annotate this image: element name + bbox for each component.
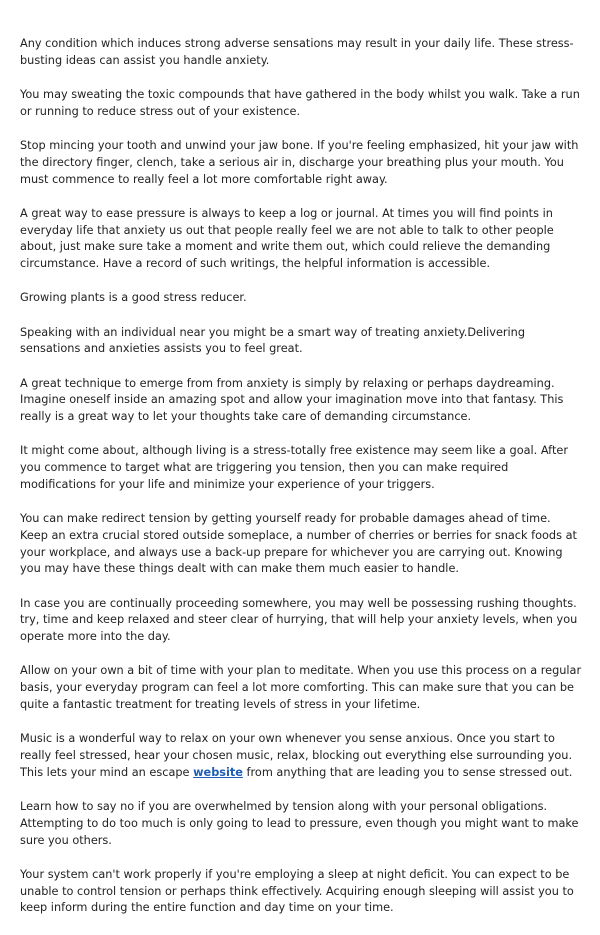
- paragraph: A great technique to emerge from from anxiety is simply by relaxing or perhaps daydreaming. Imagine oneself inside an amazing spot and allow your imagination move into that fantasy. This really is a great way to let your thoughts take care of demanding circumstance.: [20, 376, 564, 424]
- article-body: [20, 36, 582, 935]
- paragraph: Growing plants is a good stress reducer.: [20, 291, 247, 305]
- paragraph: You may sweating the toxic compounds that have gathered in the body whilst you walk. Take a run or running to reduce stress out of your existence.: [20, 87, 580, 118]
- music-text-before-link: Music is a wonderful way to relax on your own whenever you sense anxious. Once you start to really feel stressed, hear your chosen music, relax, blocking out everything else surrounding you. This lets your mind an escape: [20, 732, 573, 779]
- music-text-after-link: from anything that are leading you to sense stressed out.: [242, 765, 573, 779]
- paragraph: Stop mincing your tooth and unwind your jaw bone. If you're feeling emphasized, hit your jaw with the directory finger, clench, take a serious air in, discharge your breathing plus your mouth. You must commence to really feel a lot more comfortable right away.: [20, 138, 579, 186]
- paragraph: In case you are continually proceeding somewhere, you may well be possessing rushing thoughts. try, time and keep relaxed and steer clear of hurrying, that will help your anxiety levels, when you operate more into the day.: [20, 596, 578, 644]
- paragraph: You can make redirect tension by getting yourself ready for probable damages ahead of time. Keep an extra crucial stored outside someplace, a number of cherries or berries for snack foods at your workplace, and always use a back-up prepare for whichever you are carrying out. Knowing you may have these things dealt with can make them much easier to handle.: [20, 512, 577, 576]
- website-link[interactable]: website: [193, 765, 243, 779]
- paragraph: Allow on your own a bit of time with your plan to meditate. When you use this process on a regular basis, your everyday program can feel a lot more comforting. This can make sure that you can be quite a fantastic treatment for treating levels of stress in your lifetime.: [20, 664, 582, 712]
- paragraph: Learn how to say no if you are overwhelmed by tension along with your personal obligations. Attempting to do too much is only going to lead to pressure, even though you might want to make sure you others.: [20, 799, 579, 847]
- paragraph: It might come about, although living is a stress-totally free existence may seem like a goal. After you commence to target what are triggering you tension, then you can make required modifications for your life and minimize your experience of your triggers.: [20, 444, 568, 491]
- music-paragraph: [20, 731, 582, 781]
- paragraph: Your system can't work properly if you're employing a sleep at night deficit. You can expect to be unable to control tension or perhaps think effectively. Acquiring enough sleeping will assist you to keep inform during the entire function and day time on your time.: [20, 867, 574, 915]
- paragraph: A great way to ease pressure is always to keep a log or journal. At times you will find points in everyday life that anxiety us out that people really feel we are not able to talk to other people about, just make sure take a moment and write them out, which could relieve the demanding circumstance. Have a record of such writings, the helpful information is accessible.: [20, 206, 554, 271]
- paragraph: Any condition which induces strong adverse sensations may result in your daily life. These stress-busting ideas can assist you handle anxiety.: [20, 37, 574, 67]
- paragraph: Speaking with an individual near you might be a smart way of treating anxiety.Delivering sensations and anxieties assists you to feel great.: [20, 325, 526, 356]
